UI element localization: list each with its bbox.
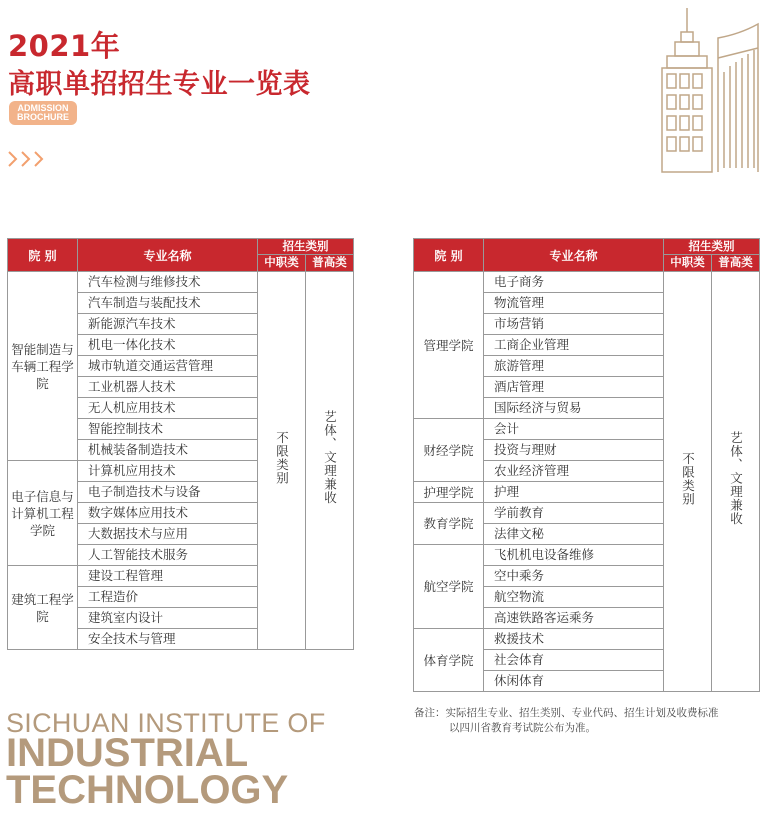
major-cell: 工业机器人技术 bbox=[78, 377, 258, 398]
major-cell: 飞机机电设备维修 bbox=[484, 545, 664, 566]
header-major: 专业名称 bbox=[78, 239, 258, 272]
major-cell: 人工智能技术服务 bbox=[78, 545, 258, 566]
footer-technology-line: TECHNOLOGY bbox=[6, 768, 289, 812]
footnote-line-1: 备注：实际招生专业、招生类别、专业代码、招生计划及收费标准 bbox=[414, 707, 719, 719]
major-cell: 数字媒体应用技术 bbox=[78, 503, 258, 524]
badge-line-2: BROCHURE bbox=[16, 112, 69, 122]
header-category: 招生类别 bbox=[258, 239, 354, 255]
dept-cell: 教育学院 bbox=[414, 503, 484, 545]
major-cell: 安全技术与管理 bbox=[78, 629, 258, 650]
general-cell bbox=[306, 272, 354, 650]
major-cell: 国际经济与贸易 bbox=[484, 398, 664, 419]
dept-cell: 护理学院 bbox=[414, 482, 484, 503]
major-cell: 汽车检测与维修技术 bbox=[78, 272, 258, 293]
major-cell: 智能控制技术 bbox=[78, 419, 258, 440]
major-cell: 空中乘务 bbox=[484, 566, 664, 587]
badge-line-1: ADMISSION bbox=[17, 103, 69, 113]
admission-table-left bbox=[7, 238, 354, 650]
header-general: 普高类 bbox=[712, 254, 760, 271]
dept-cell: 体育学院 bbox=[414, 629, 484, 692]
admission-brochure-badge bbox=[9, 101, 77, 125]
vocational-value: 不限类别 bbox=[680, 451, 696, 506]
major-cell: 新能源汽车技术 bbox=[78, 314, 258, 335]
major-cell: 工程造价 bbox=[78, 587, 258, 608]
major-cell: 休闲体育 bbox=[484, 671, 664, 692]
footer-institute-line: SICHUAN INSTITUTE OF bbox=[6, 708, 326, 738]
page-year: 2021年 bbox=[8, 29, 121, 63]
major-cell: 社会体育 bbox=[484, 650, 664, 671]
major-cell: 学前教育 bbox=[484, 503, 664, 524]
general-cell bbox=[712, 272, 760, 692]
header-major: 专业名称 bbox=[484, 239, 664, 272]
header-category: 招生类别 bbox=[664, 239, 760, 255]
major-cell: 农业经济管理 bbox=[484, 461, 664, 482]
major-cell: 物流管理 bbox=[484, 293, 664, 314]
major-cell: 机电一体化技术 bbox=[78, 335, 258, 356]
major-cell: 机械装备制造技术 bbox=[78, 440, 258, 461]
major-cell: 电子制造技术与设备 bbox=[78, 482, 258, 503]
major-cell: 法律文秘 bbox=[484, 524, 664, 545]
vocational-cell bbox=[258, 272, 306, 650]
major-cell: 会计 bbox=[484, 419, 664, 440]
page-title: 高职单招招生专业一览表 bbox=[8, 69, 311, 100]
header-general: 普高类 bbox=[306, 254, 354, 271]
dept-cell: 电子信息与计算机工程学院 bbox=[8, 461, 78, 566]
major-cell: 护理 bbox=[484, 482, 664, 503]
major-cell: 航空物流 bbox=[484, 587, 664, 608]
dept-cell: 智能制造与车辆工程学院 bbox=[8, 272, 78, 461]
major-cell: 高速铁路客运乘务 bbox=[484, 608, 664, 629]
major-cell: 建筑室内设计 bbox=[78, 608, 258, 629]
major-cell: 酒店管理 bbox=[484, 377, 664, 398]
table-row bbox=[8, 272, 354, 293]
footer-industrial-line: INDUSTRIAL bbox=[6, 731, 249, 775]
table-row bbox=[414, 272, 760, 293]
admission-table-right bbox=[413, 238, 760, 692]
major-cell: 计算机应用技术 bbox=[78, 461, 258, 482]
major-cell: 市场营销 bbox=[484, 314, 664, 335]
vocational-cell bbox=[664, 272, 712, 692]
vocational-value: 不限类别 bbox=[274, 430, 290, 485]
header-dept: 院 别 bbox=[414, 239, 484, 272]
footnote-line-2: 以四川省教育考试院公布为准。 bbox=[449, 722, 596, 734]
major-cell: 大数据技术与应用 bbox=[78, 524, 258, 545]
triple-chevron-right-icon bbox=[7, 148, 51, 170]
general-value: 艺体、文理兼收 bbox=[322, 410, 338, 505]
general-value: 艺体、文理兼收 bbox=[728, 431, 744, 526]
major-cell: 投资与理财 bbox=[484, 440, 664, 461]
footnote bbox=[414, 706, 719, 736]
major-cell: 工商企业管理 bbox=[484, 335, 664, 356]
header-vocational: 中职类 bbox=[258, 254, 306, 271]
dept-cell: 管理学院 bbox=[414, 272, 484, 419]
dept-cell: 航空学院 bbox=[414, 545, 484, 629]
major-cell: 电子商务 bbox=[484, 272, 664, 293]
dept-cell: 建筑工程学院 bbox=[8, 566, 78, 650]
header-dept: 院 别 bbox=[8, 239, 78, 272]
major-cell: 城市轨道交通运营管理 bbox=[78, 356, 258, 377]
header-vocational: 中职类 bbox=[664, 254, 712, 271]
major-cell: 汽车制造与装配技术 bbox=[78, 293, 258, 314]
major-cell: 无人机应用技术 bbox=[78, 398, 258, 419]
dept-cell: 财经学院 bbox=[414, 419, 484, 482]
major-cell: 建设工程管理 bbox=[78, 566, 258, 587]
major-cell: 旅游管理 bbox=[484, 356, 664, 377]
skyscrapers-icon bbox=[658, 8, 768, 174]
major-cell: 救援技术 bbox=[484, 629, 664, 650]
